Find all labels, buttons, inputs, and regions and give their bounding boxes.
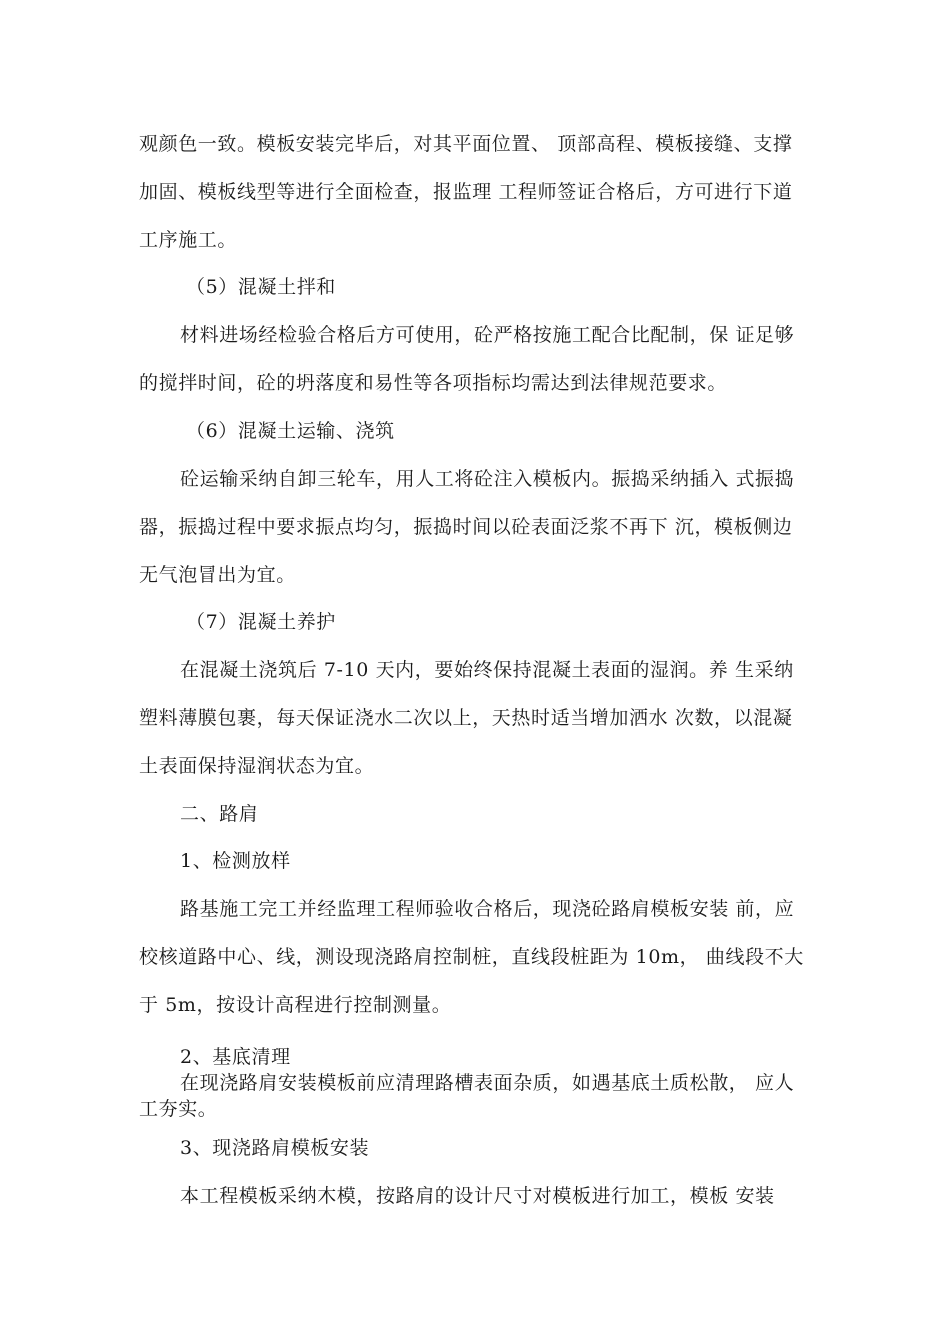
section-heading: 二、路肩 xyxy=(180,803,259,825)
text-line: 校核道路中心、线，测设现浇路肩控制桩，直线段桩距为 10m， 曲线段不大 xyxy=(139,946,804,968)
text-line: 塑料薄膜包裹，每天保证浇水二次以上，天热时适当增加洒水 次数，以混凝 xyxy=(139,707,793,729)
section-heading: 2、基底清理 xyxy=(180,1046,291,1068)
text-line: 加固、模板线型等进行全面检查，报监理 工程师签证合格后，方可进行下道 xyxy=(139,181,793,203)
text-line: 砼运输采纳自卸三轮车，用人工将砼注入模板内。振捣采纳插入 式振捣 xyxy=(180,468,795,490)
section-heading: 3、现浇路肩模板安装 xyxy=(180,1137,370,1159)
section-heading: （6）混凝土运输、浇筑 xyxy=(186,420,395,442)
text-line: 工序施工。 xyxy=(139,229,238,251)
text-line: 于 5m，按设计高程进行控制测量。 xyxy=(139,994,452,1016)
text-line: 材料进场经检验合格后方可使用，砼严格按施工配合比配制，保 证足够 xyxy=(180,324,795,346)
text-line: 在现浇路肩安装模板前应清理路槽表面杂质，如遇基底土质松散， 应人 xyxy=(180,1072,795,1094)
text-line: 无气泡冒出为宜。 xyxy=(139,564,296,586)
section-heading: 1、检测放样 xyxy=(180,850,291,872)
text-line: 本工程模板采纳木模，按路肩的设计尺寸对模板进行加工，模板 安装 xyxy=(180,1185,775,1207)
text-line: 路基施工完工并经监理工程师验收合格后，现浇砼路肩模板安装 前，应 xyxy=(180,898,795,920)
text-line: 观颜色一致。模板安装完毕后，对其平面位置、 顶部高程、模板接缝、支撑 xyxy=(139,133,793,155)
text-line: 的搅拌时间，砼的坍落度和易性等各项指标均需达到法律规范要求。 xyxy=(139,372,728,394)
text-line: 工夯实。 xyxy=(139,1098,218,1120)
text-line: 土表面保持湿润状态为宜。 xyxy=(139,755,375,777)
text-line: 器，振捣过程中要求振点均匀，振捣时间以砼表面泛浆不再下 沉，模板侧边 xyxy=(139,516,793,538)
section-heading: （7）混凝土养护 xyxy=(186,611,336,633)
text-line: 在混凝土浇筑后 7-10 天内，要始终保持混凝土表面的湿润。养 生采纳 xyxy=(180,659,794,681)
section-heading: （5）混凝土拌和 xyxy=(186,276,336,298)
